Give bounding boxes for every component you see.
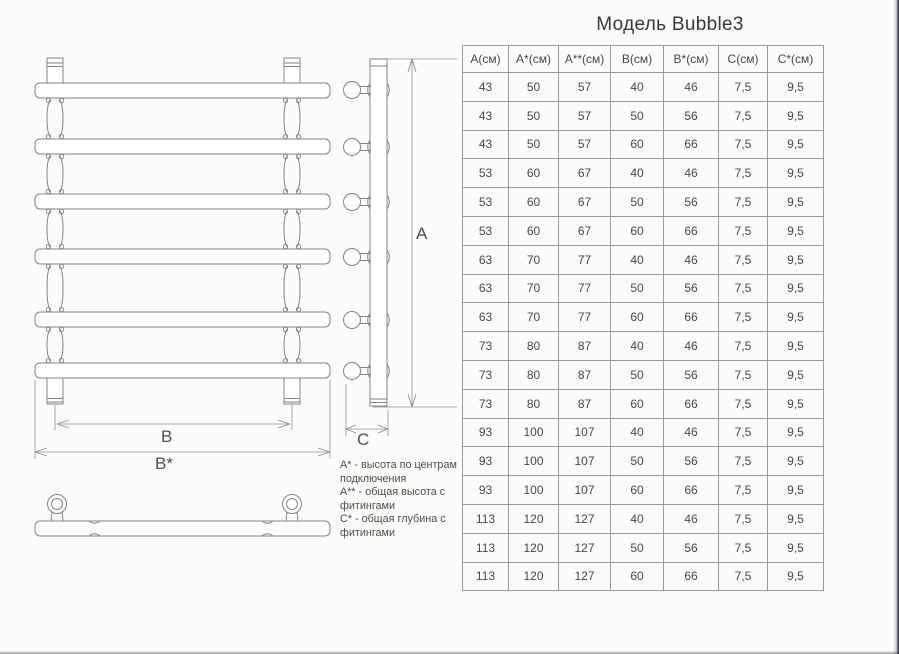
scan-edge-right: [893, 0, 899, 654]
spec-table: [462, 45, 824, 591]
table-cell: 9,5: [768, 562, 824, 591]
table-cell: 40: [611, 332, 664, 361]
table-cell: 66: [664, 476, 719, 505]
table-cell: 80: [509, 389, 559, 418]
col-header-b: В(см): [611, 46, 664, 73]
table-cell: 56: [664, 188, 719, 217]
table-body: [463, 73, 824, 591]
table-cell: 77: [559, 245, 611, 274]
table-cell: 7,5: [719, 476, 768, 505]
table-cell: 56: [664, 101, 719, 130]
table-cell: 87: [559, 389, 611, 418]
table-cell: 50: [611, 274, 664, 303]
table-cell: 7,5: [719, 188, 768, 217]
table-cell: 50: [611, 533, 664, 562]
table-cell: 66: [664, 130, 719, 159]
table-cell: 9,5: [768, 73, 824, 102]
table-row: [463, 562, 824, 591]
table-cell: 9,5: [768, 159, 824, 188]
table-cell: 100: [509, 418, 559, 447]
table-cell: 46: [664, 418, 719, 447]
table-cell: 40: [611, 504, 664, 533]
note-a-star: А* - высота по центрам подключения: [340, 459, 457, 485]
dimension-label-b-star: В*: [155, 454, 173, 473]
table-cell: 56: [664, 447, 719, 476]
table-cell: 46: [664, 504, 719, 533]
table-cell: 66: [664, 389, 719, 418]
page-title: Модель Bubble3: [596, 14, 744, 35]
table-cell: 80: [509, 332, 559, 361]
table-cell: 9,5: [768, 447, 824, 476]
dimension-label-a: А: [416, 224, 428, 243]
table-cell: 127: [559, 533, 611, 562]
table-cell: 80: [509, 360, 559, 389]
table-header-row: [463, 46, 824, 73]
table-cell: 50: [509, 130, 559, 159]
table-row: [463, 476, 824, 505]
table-cell: 43: [463, 130, 509, 159]
table-cell: 9,5: [768, 504, 824, 533]
table-cell: 9,5: [768, 332, 824, 361]
table-cell: 63: [463, 303, 509, 332]
table-cell: 7,5: [719, 389, 768, 418]
table-cell: 66: [664, 216, 719, 245]
table-cell: 73: [463, 389, 509, 418]
table-cell: 60: [611, 476, 664, 505]
table-cell: 66: [664, 562, 719, 591]
table-cell: 127: [559, 504, 611, 533]
table-cell: 46: [664, 245, 719, 274]
table-cell: 50: [611, 188, 664, 217]
table-cell: 60: [509, 216, 559, 245]
table-row: [463, 389, 824, 418]
bottom-view-drawing: [35, 495, 330, 537]
table-cell: 113: [463, 533, 509, 562]
table-cell: 43: [463, 101, 509, 130]
table-cell: 93: [463, 447, 509, 476]
front-view-drawing: [35, 58, 330, 404]
col-header-c-star: С*(см): [768, 46, 824, 73]
table-cell: 7,5: [719, 447, 768, 476]
table-cell: 60: [509, 159, 559, 188]
table-cell: 7,5: [719, 562, 768, 591]
table-cell: 7,5: [719, 418, 768, 447]
table-cell: 7,5: [719, 216, 768, 245]
table-cell: 73: [463, 360, 509, 389]
table-cell: 50: [509, 73, 559, 102]
table-cell: 7,5: [719, 73, 768, 102]
table-cell: 9,5: [768, 389, 824, 418]
table-cell: 53: [463, 159, 509, 188]
table-cell: 70: [509, 303, 559, 332]
table-cell: 7,5: [719, 159, 768, 188]
table-cell: 60: [611, 389, 664, 418]
table-cell: 56: [664, 360, 719, 389]
table-cell: 60: [509, 188, 559, 217]
table-cell: 50: [509, 101, 559, 130]
table-cell: 100: [509, 447, 559, 476]
col-header-a-double-star: А**(см): [559, 46, 611, 73]
table-cell: 9,5: [768, 274, 824, 303]
dimension-label-b: В: [161, 427, 173, 446]
table-cell: 60: [611, 216, 664, 245]
table-cell: 43: [463, 73, 509, 102]
table-cell: 63: [463, 274, 509, 303]
table-cell: 67: [559, 159, 611, 188]
table-cell: 66: [664, 303, 719, 332]
table-cell: 7,5: [719, 101, 768, 130]
table-row: [463, 332, 824, 361]
table-cell: 7,5: [719, 360, 768, 389]
table-cell: 113: [463, 562, 509, 591]
table-cell: 63: [463, 245, 509, 274]
col-header-b-star: В*(см): [664, 46, 719, 73]
table-row: [463, 130, 824, 159]
table-cell: 7,5: [719, 274, 768, 303]
table-row: [463, 73, 824, 102]
table-cell: 113: [463, 504, 509, 533]
legend-notes: [340, 459, 470, 541]
table-cell: 9,5: [768, 476, 824, 505]
table-cell: 9,5: [768, 303, 824, 332]
table-cell: 9,5: [768, 533, 824, 562]
table-cell: 7,5: [719, 303, 768, 332]
table-cell: 60: [611, 130, 664, 159]
table-cell: 77: [559, 274, 611, 303]
table-cell: 107: [559, 476, 611, 505]
table-cell: 9,5: [768, 101, 824, 130]
table-cell: 9,5: [768, 216, 824, 245]
table-row: [463, 245, 824, 274]
table-row: [463, 188, 824, 217]
table-cell: 100: [509, 476, 559, 505]
table-cell: 40: [611, 418, 664, 447]
table-cell: 53: [463, 188, 509, 217]
table-row: [463, 360, 824, 389]
table-row: [463, 159, 824, 188]
table-cell: 40: [611, 159, 664, 188]
table-cell: 60: [611, 562, 664, 591]
table-cell: 9,5: [768, 245, 824, 274]
table-row: [463, 418, 824, 447]
table-cell: 120: [509, 562, 559, 591]
table-cell: 67: [559, 188, 611, 217]
table-cell: 9,5: [768, 360, 824, 389]
table-cell: 40: [611, 73, 664, 102]
col-header-a: А(см): [463, 46, 509, 73]
table-cell: 50: [611, 447, 664, 476]
table-cell: 7,5: [719, 504, 768, 533]
table-row: [463, 533, 824, 562]
table-cell: 9,5: [768, 418, 824, 447]
table-cell: 67: [559, 216, 611, 245]
table-cell: 9,5: [768, 130, 824, 159]
table-cell: 57: [559, 130, 611, 159]
table-cell: 73: [463, 332, 509, 361]
col-header-a-star: А*(см): [509, 46, 559, 73]
table-cell: 7,5: [719, 130, 768, 159]
table-row: [463, 101, 824, 130]
table-cell: 7,5: [719, 533, 768, 562]
side-view-drawing: [344, 59, 390, 406]
dimension-label-c: С: [357, 430, 370, 449]
table-cell: 107: [559, 418, 611, 447]
table-cell: 7,5: [719, 332, 768, 361]
table-cell: 77: [559, 303, 611, 332]
table-cell: 87: [559, 332, 611, 361]
table-cell: 107: [559, 447, 611, 476]
table-cell: 87: [559, 360, 611, 389]
table-cell: 50: [611, 360, 664, 389]
table-cell: 120: [509, 504, 559, 533]
table-cell: 9,5: [768, 188, 824, 217]
table-cell: 56: [664, 274, 719, 303]
table-cell: 93: [463, 476, 509, 505]
col-header-c: С(см): [719, 46, 768, 73]
table-row: [463, 447, 824, 476]
table-cell: 56: [664, 533, 719, 562]
table-cell: 50: [611, 101, 664, 130]
table-cell: 53: [463, 216, 509, 245]
table-cell: 46: [664, 159, 719, 188]
table-cell: 46: [664, 332, 719, 361]
table-cell: 127: [559, 562, 611, 591]
table-row: [463, 216, 824, 245]
table-cell: 57: [559, 101, 611, 130]
table-cell: 57: [559, 73, 611, 102]
table-cell: 120: [509, 533, 559, 562]
table-cell: 70: [509, 245, 559, 274]
table-cell: 60: [611, 303, 664, 332]
note-a-double-star: А** - общая высота с фитингами: [340, 486, 446, 512]
table-row: [463, 303, 824, 332]
note-c-star: С* - общая глубина с фитингами: [340, 513, 446, 539]
table-cell: 7,5: [719, 245, 768, 274]
table-cell: 70: [509, 274, 559, 303]
table-row: [463, 274, 824, 303]
table-row: [463, 504, 824, 533]
table-cell: 93: [463, 418, 509, 447]
table-cell: 46: [664, 73, 719, 102]
table-cell: 40: [611, 245, 664, 274]
